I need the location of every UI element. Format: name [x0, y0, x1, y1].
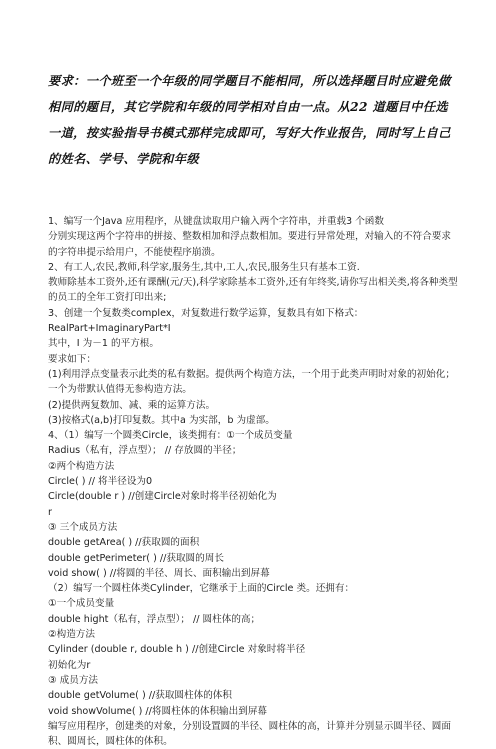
- text-line: (2)提供两复数加、减、乘的运算方法。: [48, 399, 216, 411]
- text-line: 初始化为r: [48, 659, 91, 671]
- text-line: Circle( ) // 将半径设为0: [48, 476, 153, 488]
- text-line: double getPerimeter( ) //获取圆的周长: [48, 552, 224, 564]
- text-line: ①一个成员变量: [48, 598, 115, 610]
- text-line: Cylinder (double r, double h ) //创建Circle 对象时将半径: [48, 644, 306, 656]
- text-line: （2）编写一个圆柱体类Cylinder，它继承于上面的Circle 类。还拥有：: [48, 583, 355, 595]
- text-line: 1、编写一个Java 应用程序，从键盘读取用户输入两个字符串，并重载3 个函数: [48, 216, 384, 227]
- text-line: 其中，I 为－1 的平方根。: [48, 338, 159, 350]
- text-line: (3)按格式(a,b)打印复数。其中a 为实部，b 为虚部。: [48, 414, 275, 426]
- text-line: 4、（1）编写一个圆类Circle，该类拥有：①一个成员变量: [48, 430, 293, 442]
- requirement-paragraph: 要求：一个班至一个年级的同学题目不能相同，所以选择题目时应避免做相同的题目，其它学院和年级的同学相对自由一点。从22 道题目中任选一道，按实验指导书模式那样完成即可，写好大作业报告，同时写上自己的姓名、学号、学院和年级: [48, 74, 451, 166]
- text-line: RealPart+ImaginaryPart*I: [48, 323, 171, 335]
- text-line: 要求如下：: [48, 353, 96, 365]
- text-line: 2、有工人,农民,教师,科学家,服务生,其中,工人,农民,服务生只有基本工资.: [48, 261, 360, 273]
- text-line: void showVolume( ) //将圆柱体的体积输出到屏幕: [48, 705, 268, 717]
- text-line: 教师除基本工资外,还有课酬(元/天),科学家除基本工资外,还有年终奖,请你写出相关类,将各种类型的员工的全年工资打印出来;: [48, 277, 458, 304]
- text-line: 编写应用程序，创建类的对象，分别设置圆的半径、圆柱体的高，计算并分别显示圆半径、圆面积、圆周长，圆柱体的体积。: [48, 720, 451, 748]
- text-line: Circle(double r ) //创建Circle对象时将半径初始化为: [48, 491, 277, 503]
- text-line: ②构造方法: [48, 629, 95, 641]
- text-line: double hight（私有，浮点型）； // 圆柱体的高；: [48, 613, 261, 625]
- text-line: void show( ) //将圆的半径、周长、面积输出到屏幕: [48, 567, 270, 579]
- text-line: ②两个构造方法: [48, 460, 115, 472]
- text-line: double getArea( ) //获取圆的面积: [48, 537, 200, 549]
- text-line: Radius（私有，浮点型）； // 存放圆的半径；: [48, 445, 242, 457]
- text-line: ③ 三个成员方法: [48, 521, 118, 533]
- text-line: r: [48, 506, 52, 518]
- text-line: (1)利用浮点变量表示此类的私有数据。提供两个构造方法，一个用于此类声明时对象的初始化；一个为带默认值得无参构造方法。: [48, 368, 455, 396]
- text-line: 分别实现这两个字符串的拼接、整数相加和浮点数相加。要进行异常处理，对输入的不符合要求的字符串提示给用户，不能使程序崩溃。: [48, 231, 451, 258]
- text-line: 3、创建一个复数类complex，对复数进行数学运算，复数具有如下格式：: [48, 307, 364, 319]
- text-line: ③ 成员方法: [48, 674, 99, 686]
- assignment-body: [48, 214, 458, 749]
- text-line: double getVolume( ) //获取圆柱体的体积: [48, 690, 232, 702]
